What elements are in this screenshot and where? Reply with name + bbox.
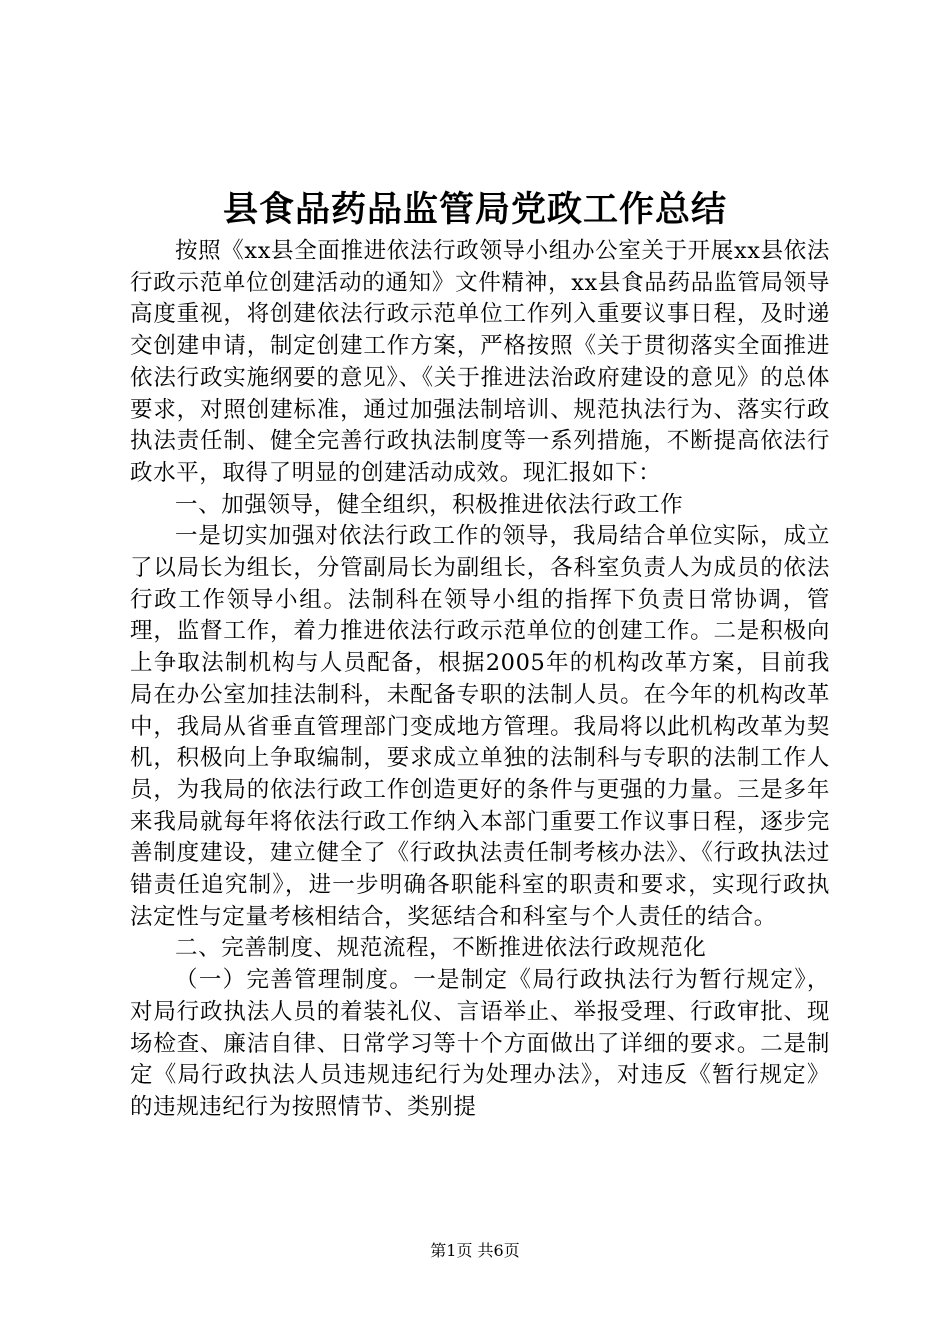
- page-number: 第1页 共6页: [430, 1241, 520, 1260]
- section-heading-1: 一、加强领导，健全组织，积极推进依法行政工作: [175, 491, 684, 518]
- section-heading-2: 二、完善制度、规范流程，不断推进依法行政规范化: [175, 935, 707, 962]
- document-title: 县食品药品监管局党政工作总结: [222, 189, 727, 230]
- section-1-paragraph: 一是切实加强对依法行政工作的领导，我局结合单位实际，成立了以局长为组长，分管副局长为副组长，各科室负责人为成员的依法行政工作领导小组。法制科在领导小组的指挥下负责日常协调，管理，监督工作，着力推进依法行政示范单位的创建工作。二是积极向上争取法制机构与人员配备，根据2005年的机构改革方案，目前我局在办公室加挂法制科，未配备专职的法制人员。在今年的机构改革中，我局从省垂直管理部门变成地方管理。我局将以此机构改革为契机，积极向上争取编制，要求成立单独的法制科与专职的法制工作人员，为我局的依法行政工作创造更好的条件与更强的力量。三是多年来我局就每年将依法行政工作纳入本部门重要工作议事日程，逐步完善制度建设，建立健全了《行政执法责任制考核办法》、《行政执法过错责任追究制》，进一步明确各职能科室的职责和要求，实现行政执法定性与定量考核相结合，奖惩结合和科室与个人责任的结合。: [130, 523, 830, 930]
- document-body: [130, 236, 830, 1124]
- intro-paragraph: 按照《xx县全面推进依法行政领导小组办公室关于开展xx县依法行政示范单位创建活动的通知》文件精神，xx县食品药品监管局领导高度重视，将创建依法行政示范单位工作列入重要议事日程，及时递交创建申请，制定创建工作方案，严格按照《关于贯彻落实全面推进依法行政实施纲要的意见》、《关于推进法治政府建设的意见》的总体要求，对照创建标准，通过加强法制培训、规范执法行为、落实行政执法责任制、健全完善行政执法制度等一系列措施，不断提高依法行政水平，取得了明显的创建活动成效。现汇报如下：: [130, 238, 830, 486]
- section-2-paragraph: （一）完善管理制度。一是制定《局行政执法行为暂行规定》，对局行政执法人员的着装礼仪、言语举止、举报受理、行政审批、现场检查、廉洁自律、日常学习等十个方面做出了详细的要求。二是制定《局行政执法人员违规违纪行为处理办法》，对违反《暂行规定》的违规违纪行为按照情节、类别提: [130, 967, 830, 1120]
